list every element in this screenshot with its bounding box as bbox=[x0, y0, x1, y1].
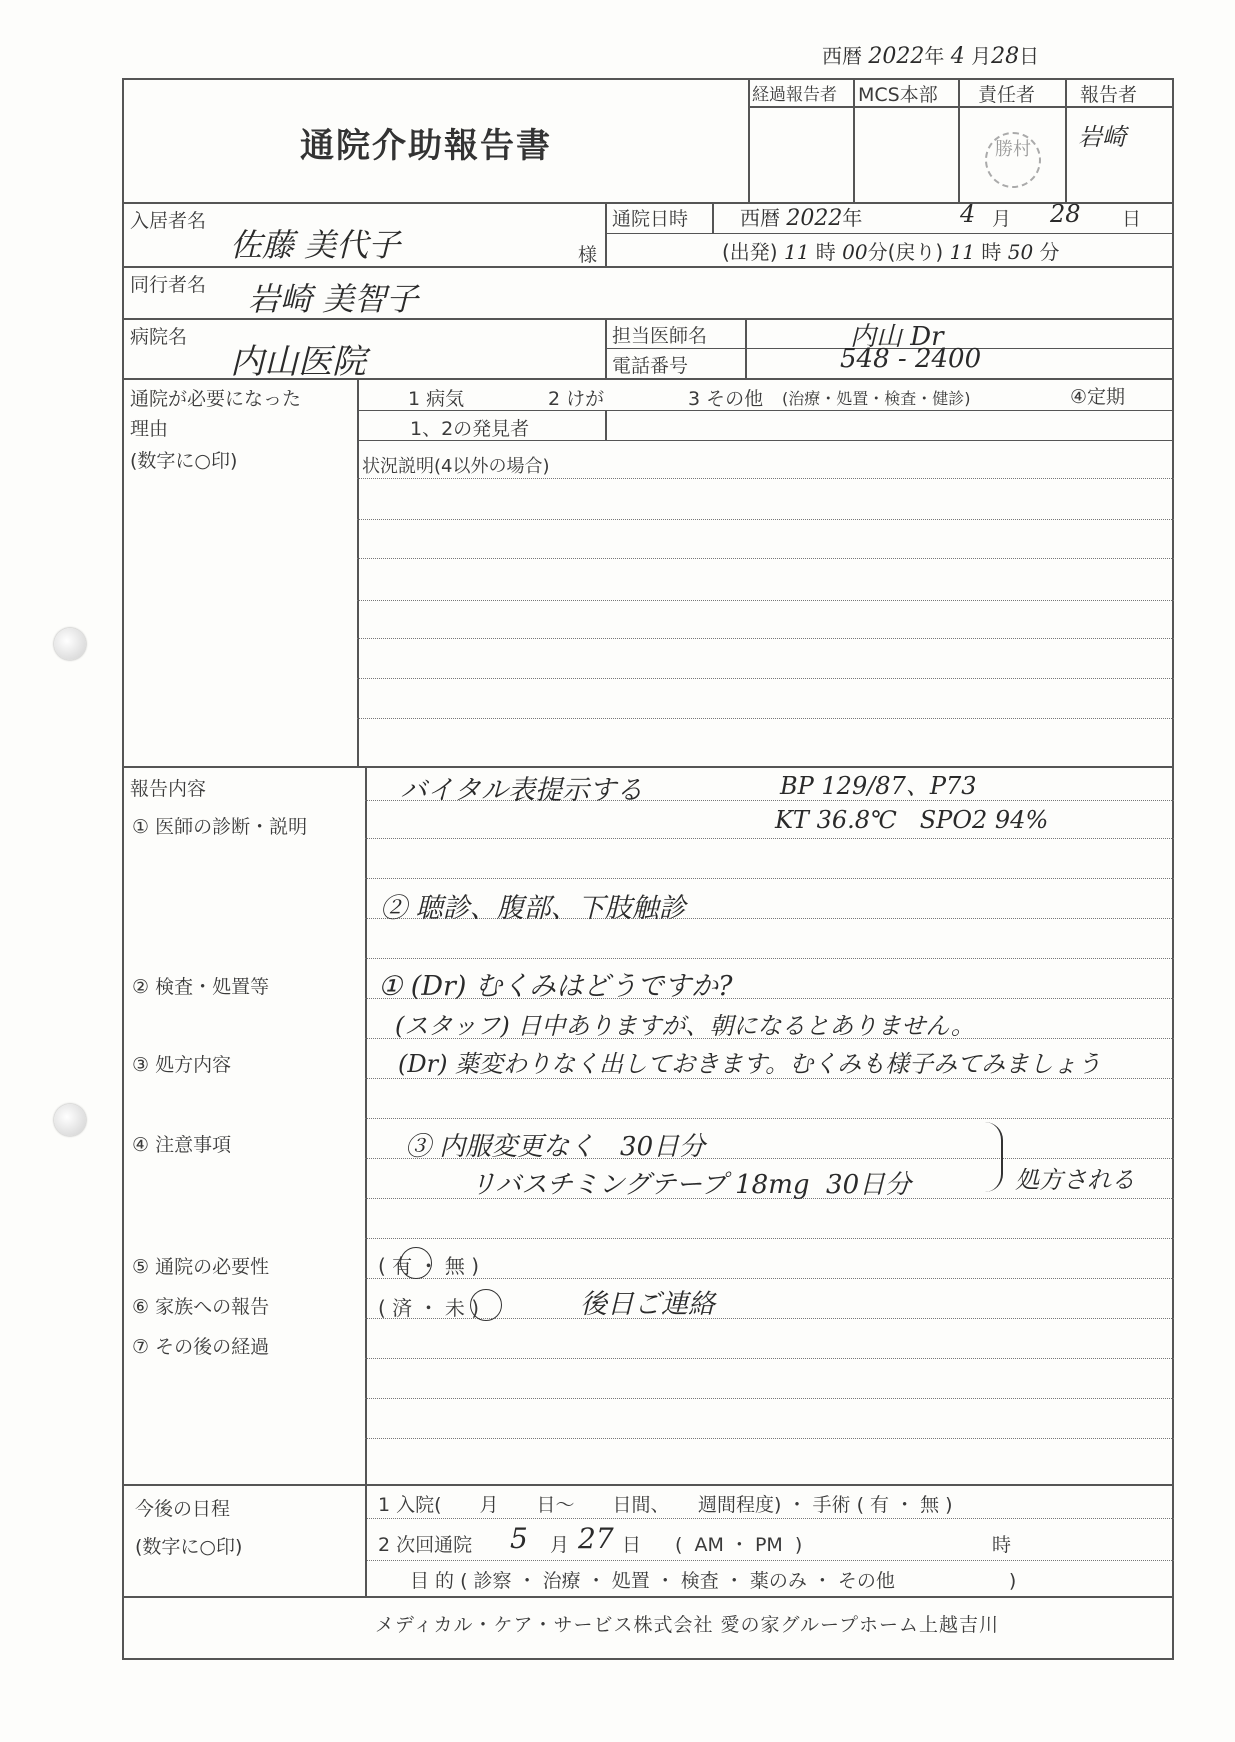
report-item2: ② 検査・処置等 bbox=[132, 976, 270, 998]
report-item6: ⑥ 家族への報告 bbox=[132, 1296, 270, 1318]
hospital-label: 病院名 bbox=[130, 326, 188, 348]
return-fun: 分 bbox=[1039, 240, 1060, 264]
report-label: 報告内容 bbox=[130, 778, 207, 800]
schedule-row2-ji: 時 bbox=[992, 1534, 1012, 1556]
visit-nen: 年 bbox=[842, 206, 863, 230]
phone-number: 548 - 2400 bbox=[840, 344, 982, 374]
depart-ji: 時 bbox=[815, 240, 836, 264]
schedule-row1: 1 入院( 月 日〜 日間、 週間程度) ・ 手術 ( 有 ・ 無 ) bbox=[378, 1494, 953, 1516]
date-year: 2022 bbox=[868, 44, 925, 69]
reason-opt1: 1 病気 bbox=[408, 388, 465, 410]
reason-opt4: ④定期 bbox=[1070, 386, 1126, 408]
visit-date bbox=[740, 202, 862, 231]
date-gatsu: 月 bbox=[971, 44, 992, 68]
reporter-signature: 岩崎 bbox=[1078, 123, 1126, 151]
visit-nichi: 日 bbox=[1122, 208, 1142, 230]
visit-month: 4 bbox=[960, 200, 976, 228]
necessity-choice: ( 有 ・ 無 ) bbox=[378, 1254, 480, 1278]
seal-stamp: 勝村 bbox=[985, 132, 1041, 188]
report-line1: バイタル表提示する bbox=[400, 775, 643, 806]
report-item5: ⑤ 通院の必要性 bbox=[132, 1256, 270, 1278]
footer-company: メディカル・ケア・サービス株式会社 愛の家グループホーム上越吉川 bbox=[375, 1614, 1000, 1636]
depart-minute: 00 bbox=[842, 240, 868, 264]
schedule-row2-month: 5 bbox=[510, 1522, 528, 1555]
return-minute: 50 bbox=[1007, 240, 1034, 264]
hospital-name: 内山医院 bbox=[230, 342, 366, 382]
visit-year: 2022 bbox=[786, 206, 843, 231]
report-item7: ⑦ その後の経過 bbox=[132, 1336, 270, 1358]
phone-label: 電話番号 bbox=[612, 355, 689, 377]
punch-hole-top bbox=[54, 628, 86, 660]
approval-col4: 報告者 bbox=[1080, 84, 1138, 106]
report-line3: ② 聴診、腹部、下肢触診 bbox=[380, 893, 686, 924]
punch-hole-bottom bbox=[54, 1104, 86, 1136]
visit-label: 通院日時 bbox=[612, 208, 689, 230]
family-choice: ( 済 ・ 未 ) bbox=[378, 1296, 480, 1320]
resident-label: 入居者名 bbox=[130, 210, 207, 232]
necessity-circle bbox=[400, 1247, 432, 1279]
finder-label: 1、2の発見者 bbox=[410, 418, 530, 440]
visit-day: 28 bbox=[1050, 200, 1081, 228]
return-label: (戻り) bbox=[887, 240, 944, 264]
family-circle bbox=[470, 1289, 502, 1321]
reason-label1: 通院が必要になった bbox=[130, 388, 302, 410]
doctor-name: 内山 Dr bbox=[850, 322, 944, 352]
return-hour: 11 bbox=[949, 240, 976, 264]
schedule-row2-gatsu: 月 bbox=[550, 1534, 570, 1556]
report-line8-side: 処方される bbox=[1015, 1166, 1135, 1194]
resident-name: 佐藤 美代子 bbox=[230, 226, 401, 264]
depart-label: (出発) bbox=[722, 240, 778, 264]
report-line1b: BP 129/87、P73 bbox=[780, 772, 977, 800]
reason-opt2: 2 けが bbox=[548, 388, 605, 410]
bracket-mark bbox=[985, 1122, 1003, 1192]
report-item4: ④ 注意事項 bbox=[132, 1134, 232, 1156]
schedule-label1: 今後の日程 bbox=[135, 1498, 231, 1520]
visit-gatsu: 月 bbox=[992, 208, 1012, 230]
schedule-row2-day: 27 bbox=[578, 1522, 614, 1555]
date-day: 28 bbox=[991, 44, 1020, 69]
visit-seireki: 西暦 bbox=[740, 206, 780, 230]
approval-col1: 経過報告者 bbox=[752, 85, 837, 105]
companion-name: 岩崎 美智子 bbox=[248, 280, 419, 318]
schedule-row2-prefix: 2 次回通院 bbox=[378, 1534, 473, 1556]
approval-col3: 責任者 bbox=[978, 84, 1036, 106]
date-nen: 年 bbox=[924, 44, 945, 68]
top-date bbox=[822, 40, 1039, 69]
companion-label: 同行者名 bbox=[130, 274, 207, 296]
return-ji: 時 bbox=[981, 240, 1002, 264]
situation-label: 状況説明(4以外の場合) bbox=[362, 456, 550, 477]
date-seireki: 西暦 bbox=[822, 44, 862, 68]
resident-sama: 様 bbox=[578, 244, 598, 266]
family-note: 後日ご連絡 bbox=[580, 1289, 715, 1320]
page-title: 通院介助報告書 bbox=[300, 126, 552, 166]
report-line7: ③ 内服変更なく 30日分 bbox=[405, 1132, 706, 1162]
doctor-label: 担当医師名 bbox=[612, 325, 708, 347]
reason-opt3: 3 その他 bbox=[688, 388, 764, 410]
depart-hour: 11 bbox=[783, 240, 810, 264]
schedule-row2-ampm: ( AM ・ PM ) bbox=[675, 1534, 803, 1556]
schedule-row2-nichi: 日 bbox=[622, 1534, 642, 1556]
report-item3: ③ 処方内容 bbox=[132, 1054, 232, 1076]
report-line6: (Dr) 薬変わりなく出しておきます。むくみも様子みてみましょう bbox=[398, 1050, 1102, 1078]
depart-fun: 分 bbox=[867, 240, 888, 264]
report-item1: ① 医師の診断・説明 bbox=[132, 816, 308, 838]
reason-label3: (数字に○印) bbox=[130, 450, 238, 472]
schedule-label2: (数字に○印) bbox=[135, 1536, 243, 1558]
approval-col2: MCS本部 bbox=[858, 84, 938, 106]
reason-opt3-detail: (治療・処置・検査・健診) bbox=[782, 389, 971, 408]
reason-label2: 理由 bbox=[130, 418, 169, 440]
report-line8: リバスチミングテープ 18mg 30日分 bbox=[470, 1170, 912, 1200]
date-nichi: 日 bbox=[1019, 44, 1040, 68]
report-line5: (スタッフ) 日中ありますが、朝になるとありません。 bbox=[395, 1012, 975, 1040]
schedule-row3: 目 的 ( 診察 ・ 治療 ・ 処置 ・ 検査 ・ 薬のみ ・ その他 ) bbox=[410, 1570, 1017, 1592]
visit-times bbox=[722, 236, 1060, 265]
report-line4: ① (Dr) むくみはどうですか? bbox=[378, 971, 733, 1002]
report-line2b: KT 36.8℃ SPO2 94% bbox=[775, 806, 1049, 834]
date-month: 4 bbox=[950, 44, 965, 69]
